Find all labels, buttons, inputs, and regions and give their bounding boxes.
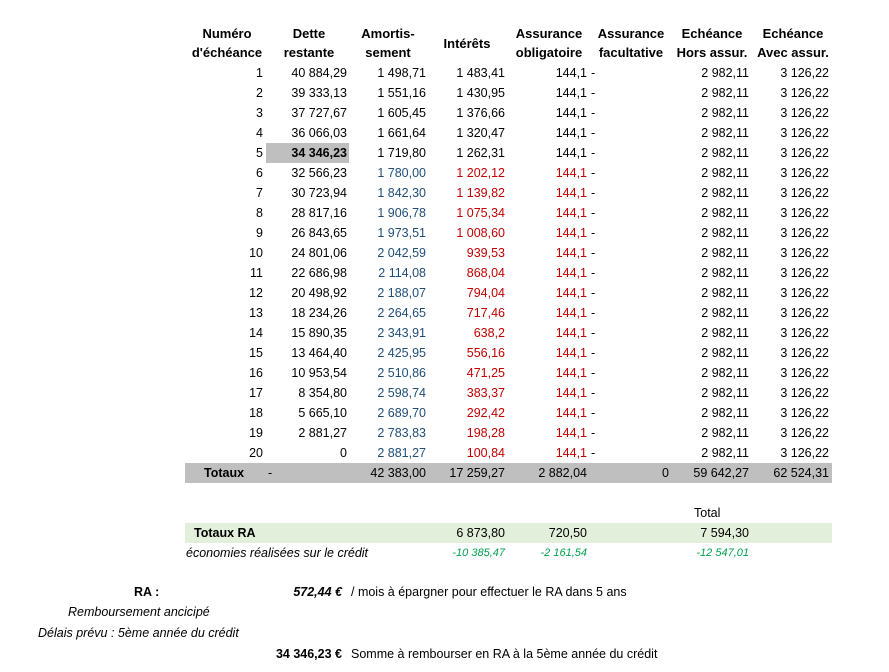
header-line: Amortis- [361, 26, 415, 41]
cell-int: 1 202,12 [456, 166, 505, 180]
cell-fac: - [591, 146, 596, 160]
savings-assurance: -2 161,54 [540, 547, 587, 559]
cell-ass: 144,1 [555, 286, 587, 300]
header-line: Echéance [762, 26, 824, 41]
cell-fac: - [591, 426, 596, 440]
cell-ass: 144,1 [555, 226, 587, 240]
cell-fac: - [591, 346, 596, 360]
cell-ass: 144,1 [555, 206, 587, 220]
cell-n: 8 [256, 206, 263, 220]
cell-int: 638,2 [473, 326, 505, 340]
cell-fac: - [591, 246, 596, 260]
cell-fac: - [591, 386, 596, 400]
cell-int: 1 320,47 [456, 126, 505, 140]
cell-ass: 144,1 [555, 346, 587, 360]
cell-ass: 144,1 [555, 446, 587, 460]
totals-amort: 42 383,00 [370, 466, 426, 480]
cell-fac: - [591, 406, 596, 420]
ra-lump-text: Somme à rembourser en RA à la 5ème année du crédit [351, 647, 658, 661]
cell-int: 1 075,34 [456, 206, 505, 220]
cell-n: 20 [249, 446, 263, 460]
ra-totals-assurance: 720,50 [548, 526, 587, 540]
cell-amort: 2 042,59 [377, 246, 426, 260]
totals-label: Totaux [204, 466, 245, 480]
cell-fac: - [591, 206, 596, 220]
cell-avec: 3 126,22 [780, 146, 829, 160]
cell-ass: 144,1 [555, 126, 587, 140]
cell-hors: 2 982,11 [701, 186, 749, 200]
cell-dette: 10 953,54 [291, 366, 347, 380]
cell-dette: 34 346,23 [291, 146, 347, 160]
cell-hors: 2 982,11 [701, 266, 749, 280]
savings-total: -12 547,01 [696, 547, 749, 559]
cell-ass: 144,1 [555, 186, 587, 200]
cell-hors: 2 982,11 [701, 66, 749, 80]
cell-amort: 2 783,83 [377, 426, 426, 440]
cell-dette: 39 333,13 [291, 86, 347, 100]
cell-n: 16 [249, 366, 263, 380]
cell-hors: 2 982,11 [701, 226, 749, 240]
cell-n: 1 [256, 66, 263, 80]
cell-amort: 2 264,65 [377, 306, 426, 320]
savings-interets: -10 385,47 [452, 547, 505, 559]
cell-ass: 144,1 [555, 106, 587, 120]
cell-n: 13 [249, 306, 263, 320]
ra-title: RA : [134, 585, 160, 599]
cell-int: 939,53 [466, 246, 505, 260]
cell-dette: 40 884,29 [291, 66, 347, 80]
totals-interets: 17 259,27 [449, 466, 505, 480]
cell-int: 471,25 [466, 366, 505, 380]
ra-lump-amount: 34 346,23 € [275, 647, 342, 661]
cell-avec: 3 126,22 [780, 226, 829, 240]
cell-int: 100,84 [466, 446, 505, 460]
cell-hors: 2 982,11 [701, 146, 749, 160]
cell-n: 4 [256, 126, 263, 140]
header-line: Assurance [597, 26, 665, 41]
cell-avec: 3 126,22 [780, 366, 829, 380]
header-line: facultative [598, 45, 664, 60]
cell-dette: 32 566,23 [291, 166, 347, 180]
header-assurance-obligatoire [508, 24, 590, 62]
cell-avec: 3 126,22 [780, 266, 829, 280]
cell-amort: 1 973,51 [377, 226, 426, 240]
header-amortissement [350, 24, 426, 62]
cell-avec: 3 126,22 [780, 66, 829, 80]
cell-n: 5 [256, 146, 263, 160]
cell-hors: 2 982,11 [701, 166, 749, 180]
header-echeance-hors [674, 24, 750, 62]
cell-avec: 3 126,22 [780, 386, 829, 400]
cell-int: 383,37 [466, 386, 505, 400]
header-line: d'échéance [191, 45, 263, 60]
ra-subtitle-1: Remboursement ancicipé [68, 605, 210, 619]
cell-dette: 30 723,94 [291, 186, 347, 200]
cell-hors: 2 982,11 [701, 286, 749, 300]
cell-ass: 144,1 [555, 166, 587, 180]
cell-ass: 144,1 [555, 266, 587, 280]
cell-n: 3 [256, 106, 263, 120]
header-line: Hors assur. [676, 45, 748, 60]
cell-amort: 1 551,16 [377, 86, 426, 100]
ra-totals-total: 7 594,30 [700, 526, 749, 540]
cell-fac: - [591, 326, 596, 340]
ra-subtitle-2: Délais prévu : 5ème année du crédit [38, 626, 239, 640]
cell-avec: 3 126,22 [780, 406, 829, 420]
cell-dette: 15 890,35 [291, 326, 347, 340]
cell-dette: 20 498,92 [291, 286, 347, 300]
cell-int: 1 430,95 [456, 86, 505, 100]
cell-int: 1 483,41 [456, 66, 505, 80]
header-line: sement [365, 45, 411, 60]
ra-totals-interets: 6 873,80 [456, 526, 505, 540]
cell-amort: 2 343,91 [377, 326, 426, 340]
cell-amort: 2 510,86 [377, 366, 426, 380]
ra-totals-label: Totaux RA [194, 526, 256, 540]
cell-dette: 0 [340, 446, 347, 460]
cell-avec: 3 126,22 [780, 86, 829, 100]
cell-n: 17 [249, 386, 263, 400]
header-line: obligatoire [515, 45, 583, 60]
header-line: Assurance [515, 26, 583, 41]
totals-facultative: 0 [662, 466, 669, 480]
header-line: Echéance [681, 26, 743, 41]
cell-avec: 3 126,22 [780, 426, 829, 440]
cell-n: 11 [250, 266, 263, 280]
cell-amort: 1 498,71 [377, 66, 426, 80]
cell-avec: 3 126,22 [780, 286, 829, 300]
cell-n: 6 [256, 166, 263, 180]
cell-fac: - [591, 306, 596, 320]
cell-n: 18 [249, 406, 263, 420]
cell-hors: 2 982,11 [701, 306, 749, 320]
header-line: Intérêts [443, 36, 491, 51]
cell-n: 10 [249, 246, 263, 260]
cell-fac: - [591, 186, 596, 200]
header-line: Dette [292, 26, 326, 41]
cell-ass: 144,1 [555, 366, 587, 380]
cell-ass: 144,1 [555, 406, 587, 420]
cell-avec: 3 126,22 [780, 206, 829, 220]
cell-int: 1 376,66 [456, 106, 505, 120]
cell-amort: 1 719,80 [377, 146, 426, 160]
cell-fac: - [591, 266, 596, 280]
cell-amort: 2 114,08 [378, 266, 426, 280]
cell-ass: 144,1 [555, 386, 587, 400]
cell-avec: 3 126,22 [780, 186, 829, 200]
cell-dette: 36 066,03 [291, 126, 347, 140]
header-line: Numéro [202, 26, 252, 41]
cell-hors: 2 982,11 [701, 366, 749, 380]
cell-int: 198,28 [466, 426, 505, 440]
cell-avec: 3 126,22 [780, 126, 829, 140]
cell-hors: 2 982,11 [701, 106, 749, 120]
ra-monthly-text: / mois à épargner pour effectuer le RA dans 5 ans [351, 585, 627, 599]
cell-fac: - [591, 166, 596, 180]
cell-avec: 3 126,22 [780, 306, 829, 320]
cell-fac: - [591, 286, 596, 300]
cell-dette: 8 354,80 [298, 386, 347, 400]
cell-int: 868,04 [466, 266, 505, 280]
cell-avec: 3 126,22 [780, 166, 829, 180]
totals-assurance: 2 882,04 [538, 466, 587, 480]
cell-fac: - [591, 86, 596, 100]
cell-avec: 3 126,22 [780, 446, 829, 460]
cell-n: 15 [249, 346, 263, 360]
cell-fac: - [591, 366, 596, 380]
total-column-header: Total [694, 506, 721, 520]
cell-ass: 144,1 [555, 326, 587, 340]
cell-dette: 37 727,67 [291, 106, 347, 120]
cell-int: 717,46 [466, 306, 505, 320]
cell-int: 292,42 [466, 406, 505, 420]
cell-dette: 22 686,98 [291, 266, 347, 280]
header-line: Avec assur. [757, 45, 829, 60]
cell-ass: 144,1 [555, 306, 587, 320]
cell-avec: 3 126,22 [780, 106, 829, 120]
cell-fac: - [591, 226, 596, 240]
cell-amort: 2 689,70 [377, 406, 426, 420]
totals-avec: 62 524,31 [773, 466, 829, 480]
cell-avec: 3 126,22 [780, 326, 829, 340]
cell-fac: - [591, 66, 596, 80]
cell-amort: 1 605,45 [377, 106, 426, 120]
cell-hors: 2 982,11 [701, 426, 749, 440]
cell-n: 14 [249, 326, 263, 340]
cell-hors: 2 982,11 [701, 346, 749, 360]
cell-amort: 2 188,07 [377, 286, 426, 300]
cell-amort: 1 842,30 [377, 186, 426, 200]
totals-hors: 59 642,27 [693, 466, 749, 480]
cell-n: 2 [256, 86, 263, 100]
cell-avec: 3 126,22 [780, 346, 829, 360]
cell-hors: 2 982,11 [701, 386, 749, 400]
cell-int: 1 139,82 [456, 186, 505, 200]
cell-hors: 2 982,11 [701, 246, 749, 260]
cell-ass: 144,1 [555, 86, 587, 100]
cell-n: 12 [249, 286, 263, 300]
cell-hors: 2 982,11 [701, 126, 749, 140]
cell-dette: 18 234,26 [291, 306, 347, 320]
cell-hors: 2 982,11 [701, 86, 749, 100]
header-echeance-avec [754, 24, 832, 62]
cell-hors: 2 982,11 [701, 406, 749, 420]
header-line: restante [283, 45, 335, 60]
cell-ass: 144,1 [555, 66, 587, 80]
cell-ass: 144,1 [555, 426, 587, 440]
cell-fac: - [591, 446, 596, 460]
cell-fac: - [591, 106, 596, 120]
header-dette [270, 24, 348, 62]
cell-dette: 26 843,65 [291, 226, 347, 240]
cell-dette: 13 464,40 [291, 346, 347, 360]
header-assurance-facultative [592, 24, 670, 62]
cell-n: 9 [256, 226, 263, 240]
cell-n: 19 [249, 426, 263, 440]
cell-hors: 2 982,11 [701, 206, 749, 220]
cell-ass: 144,1 [555, 146, 587, 160]
cell-hors: 2 982,11 [701, 446, 749, 460]
cell-ass: 144,1 [555, 246, 587, 260]
cell-avec: 3 126,22 [780, 246, 829, 260]
cell-int: 1 008,60 [456, 226, 505, 240]
cell-amort: 1 780,00 [377, 166, 426, 180]
savings-label: économies réalisées sur le crédit [186, 546, 369, 560]
ra-monthly-amount: 572,44 € [293, 585, 342, 599]
totals-dette: - [268, 466, 273, 480]
cell-dette: 28 817,16 [291, 206, 347, 220]
cell-fac: - [591, 126, 596, 140]
cell-amort: 1 661,64 [377, 126, 426, 140]
cell-int: 556,16 [466, 346, 505, 360]
header-interets [432, 34, 502, 53]
cell-amort: 2 425,95 [377, 346, 426, 360]
cell-hors: 2 982,11 [701, 326, 749, 340]
cell-amort: 1 906,78 [377, 206, 426, 220]
cell-amort: 2 598,74 [377, 386, 426, 400]
cell-int: 794,04 [466, 286, 505, 300]
cell-dette: 5 665,10 [298, 406, 347, 420]
cell-n: 7 [256, 186, 263, 200]
cell-dette: 2 881,27 [298, 426, 347, 440]
cell-amort: 2 881,27 [377, 446, 426, 460]
cell-dette: 24 801,06 [291, 246, 347, 260]
header-numero [186, 24, 268, 62]
cell-int: 1 262,31 [456, 146, 505, 160]
